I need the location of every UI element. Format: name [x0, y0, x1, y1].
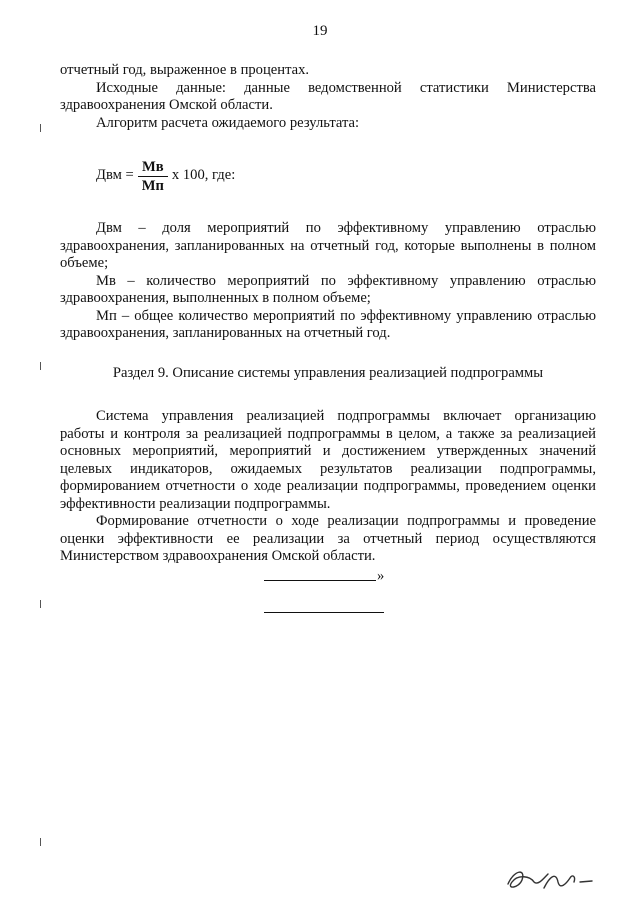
definition-paragraph: Двм – доля мероприятий по эффективному управлению отраслью здравоохранения, запланированных на отчетный год, которые выполнены в полном объеме; — [60, 220, 596, 271]
formula-numerator: Мв — [141, 158, 164, 175]
margin-mark — [40, 362, 41, 370]
section-paragraph: Формирование отчетности о ходе реализации подпрограммы и проведение оценки эффективности ее реализации за отчетный период осуществляются Министерством здравоохранения Омской области. — [60, 513, 596, 564]
separator-line — [264, 612, 384, 613]
handwritten-signature-icon — [500, 862, 600, 896]
page-number: 19 — [312, 23, 328, 39]
closing-underline — [264, 580, 376, 581]
formula-rhs: х 100, где: — [171, 167, 236, 184]
margin-mark — [40, 124, 41, 132]
formula-lhs: Двм = — [96, 167, 134, 184]
text-paragraph: Исходные данные: данные ведомственной статистики Министерства здравоохранения Омской области. — [60, 79, 596, 113]
definition-paragraph: Мп – общее количество мероприятий по эффективному управлению отраслью здравоохранения, запланированных на отчетный год. — [60, 307, 596, 341]
closing-quote: » — [377, 567, 385, 584]
margin-mark — [40, 838, 41, 846]
definition-paragraph: Мв – количество мероприятий по эффективному управлению отраслью здравоохранения, выполненных в полном объеме; — [60, 272, 596, 306]
formula-fraction — [138, 158, 168, 195]
formula — [96, 154, 596, 198]
text-paragraph: отчетный год, выраженное в процентах. — [60, 62, 310, 78]
section-title: Раздел 9. Описание системы управления реализацией подпрограммы — [112, 364, 544, 381]
text-paragraph: Алгоритм расчета ожидаемого результата: — [96, 114, 360, 131]
section-paragraph: Система управления реализацией подпрограммы включает организацию работы и контроля за реализацией подпрограммы в целом, а также за реализацией основных мероприятий, мероприятий и достижением утвержденных значений целевых индикаторов, ожидаемых результатов реализации подпрограммы, формированием отчетности о ходе реализации подпрограммы, проведением оценки эффективности реализации подпрограммы. — [60, 408, 596, 512]
closing-block — [60, 566, 596, 646]
document-body — [60, 62, 596, 646]
formula-denominator: Мп — [141, 177, 164, 194]
margin-mark — [40, 600, 41, 608]
